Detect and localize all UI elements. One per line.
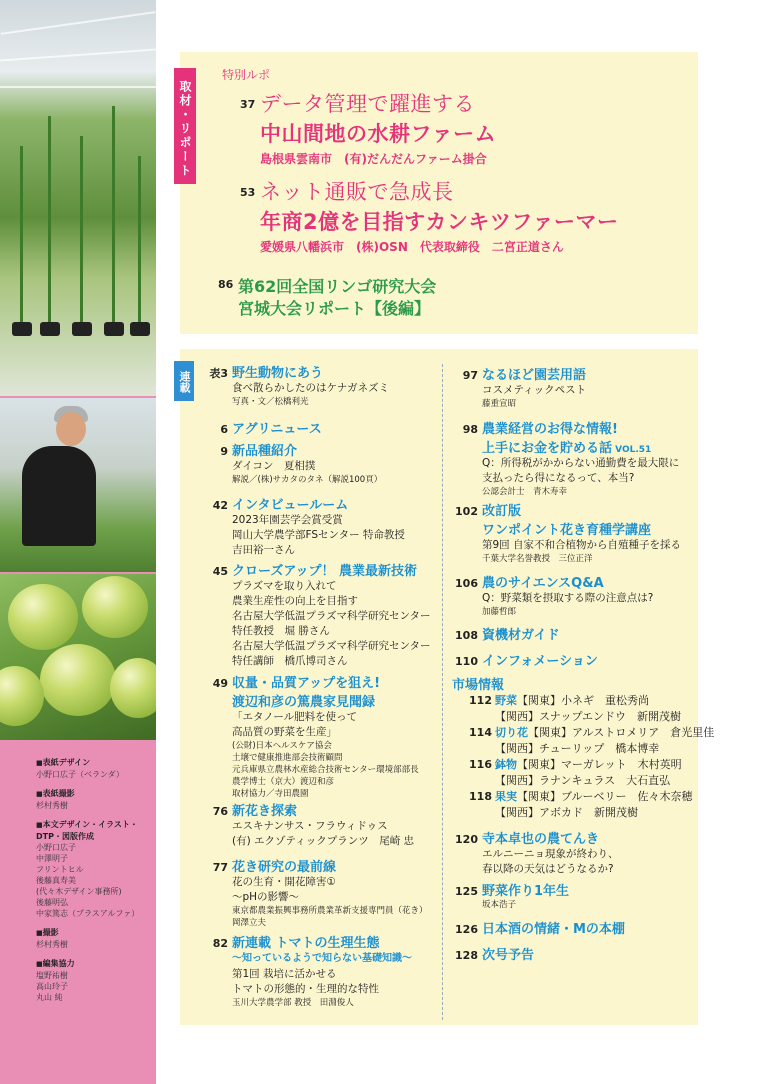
photo-tomatoes: [0, 574, 156, 740]
toc-description: 2023年園芸学会賞受賞: [232, 514, 343, 526]
toc-author: 千葉大学名誉教授 三位正洋: [482, 554, 593, 564]
toc-entry-head: [188, 362, 389, 381]
left-column: [0, 0, 156, 1084]
farmer-head: [56, 412, 86, 446]
feature-1-attribution: 島根県雲南市 (有)だんだんファーム掛合: [260, 152, 487, 166]
toc-title[interactable]: インフォメーション: [482, 654, 598, 669]
toc-title[interactable]: 日本酒の情緒・Mの本棚: [482, 922, 625, 937]
market-page: 112: [469, 694, 492, 707]
market-row[interactable]: [452, 725, 714, 741]
toc-page-number: 9: [220, 445, 228, 458]
toc-entry-head: [446, 572, 653, 591]
toc-subtitle-blue: ～知っているようで知らない基礎知識～: [232, 953, 412, 964]
toc-title[interactable]: 次号予告: [482, 948, 535, 963]
toc-entry-head: [446, 650, 598, 669]
toc-entry-right-3[interactable]: [446, 572, 653, 618]
credit-heading: ■ 表紙デザイン: [36, 757, 154, 769]
toc-title[interactable]: なるほど園芸用語: [482, 368, 587, 383]
toc-entry-head: [446, 500, 681, 519]
toc-entry-right-9[interactable]: [446, 944, 534, 963]
market-detail: 【関東】マーガレット 木村英明: [517, 758, 682, 771]
toc-author: (公財)日本ヘルスケア協会: [232, 741, 332, 751]
toc-entry-right-8[interactable]: [446, 918, 625, 937]
toc-title[interactable]: 花き研究の最前線: [232, 860, 337, 875]
toc-entry-left-1[interactable]: [188, 418, 322, 437]
toc-description: 春以降の天気はどうなるか?: [482, 863, 614, 875]
credit-group: [36, 819, 154, 919]
feature-1-title[interactable]: 中山間地の水耕ファーム: [260, 122, 497, 146]
toc-page-number: 120: [455, 833, 478, 846]
toc-title-2[interactable]: 渡辺和彦の篤農家見聞録: [232, 695, 376, 710]
toc-author: 公認会計士 青木寿幸: [482, 487, 568, 497]
toc-entry-head: [188, 494, 405, 513]
toc-description: プラズマを取り入れて: [232, 580, 337, 592]
toc-description: 支払ったら得になるって、本当?: [482, 472, 635, 484]
toc-entry-head: [446, 880, 569, 899]
toc-page-number: 49: [212, 677, 228, 690]
toc-author: 坂本浩子: [482, 900, 517, 910]
toc-author: 東京都農業振興事務所農業革新支援専門員（花き）: [232, 906, 428, 916]
toc-author: 玉川大学農学部 教授 田淵俊人: [232, 998, 354, 1008]
toc-description: 吉田裕一さん: [232, 544, 295, 556]
toc-author: 農学博士（京大）渡辺和彦: [232, 777, 335, 787]
toc-title[interactable]: 改訂版: [482, 504, 522, 519]
credit-name: 塩野祐樹: [36, 971, 68, 980]
feature-3-title-line1[interactable]: 第62回全国リンゴ研究大会: [238, 277, 437, 296]
toc-volume: VOL.51: [612, 445, 652, 455]
toc-page-number: 106: [455, 577, 478, 590]
toc-author: 元兵庫県立農林水産総合技術センター環境部部長: [232, 765, 419, 775]
toc-author: 解説／(株)サカタのタネ（解説100頁）: [232, 475, 383, 485]
toc-title[interactable]: 新花き探索: [232, 804, 298, 819]
toc-title[interactable]: 野生動物にあう: [232, 366, 324, 381]
toc-author: 取材協力／寺田農園: [232, 789, 309, 799]
market-category: 切り花: [495, 726, 528, 739]
credit-name: 中家篤志（プラスアルファ）: [36, 909, 140, 918]
credit-name: 中澤明子: [36, 854, 68, 863]
toc-title[interactable]: アグリニュース: [232, 422, 322, 437]
market-row[interactable]: [452, 709, 714, 725]
toc-description: エスキナンサス・フラウィドゥス: [232, 820, 388, 832]
toc-page-number: 42: [212, 499, 228, 512]
credit-name: 丸山 純: [36, 993, 63, 1002]
photo-hydroponic-greenhouse: [0, 0, 156, 396]
market-page: 116: [469, 758, 492, 771]
market-row[interactable]: [452, 757, 714, 773]
market-detail: 【関西】チューリップ 橋本博幸: [495, 742, 660, 755]
feature-2-page: 53: [240, 186, 256, 199]
toc-title[interactable]: 寺本卓也の農てんき: [482, 832, 600, 847]
market-title[interactable]: 市場情報: [452, 678, 505, 693]
credit-group: [36, 958, 154, 1003]
market-row[interactable]: [452, 693, 714, 709]
toc-author: 岡澤立夫: [232, 918, 267, 928]
toc-page-number: 45: [212, 565, 228, 578]
toc-title-2[interactable]: 上手にお金を貯める話: [482, 441, 613, 456]
toc-description: 高品質の野菜を生産」: [232, 726, 337, 738]
toc-description: ～pHの影響～: [232, 891, 300, 903]
toc-description: 名古屋大学低温プラズマ科学研究センター: [232, 610, 431, 622]
market-detail: 【関西】スナップエンドウ 新開茂樹: [495, 710, 682, 723]
toc-description: エルニーニョ現象が終わり、: [482, 848, 619, 860]
feature-2-subtitle[interactable]: ネット通販で急成長: [260, 180, 454, 204]
toc-page-number: 125: [455, 885, 478, 898]
credit-name: 後藤明弘: [36, 898, 68, 907]
credit-name: 高山玲子: [36, 982, 68, 991]
toc-page-number: 76: [212, 805, 228, 818]
feature-tag: 取材・リポート: [174, 68, 196, 184]
column-divider: [442, 364, 443, 1020]
feature-1-subtitle[interactable]: データ管理で躍進する: [260, 92, 475, 116]
toc-title-2[interactable]: ワンポイント花き育種学講座: [482, 523, 652, 538]
toc-description: コスメティックペスト: [482, 384, 587, 396]
toc-title-line2: [446, 437, 679, 456]
market-page: 118: [469, 790, 492, 803]
toc-page-number: 110: [455, 655, 478, 668]
toc-title[interactable]: 農業経営のお得な情報!: [482, 422, 618, 437]
toc-description: トマトの形態的・生理的な特性: [232, 983, 379, 995]
toc-description: 食べ散らかしたのはケナガネズミ: [232, 382, 390, 394]
toc-title[interactable]: 野菜作り1年生: [482, 884, 570, 899]
toc-entry-left-0[interactable]: [188, 362, 389, 408]
market-section: [452, 674, 714, 821]
market-detail: 【関東】ブルーベリー 佐々木奈穂: [517, 790, 693, 803]
credit-name: 後藤真寿美: [36, 876, 76, 885]
toc-entry-head: [446, 918, 625, 937]
toc-title[interactable]: 資機材ガイド: [482, 628, 560, 643]
market-row[interactable]: [452, 789, 714, 805]
toc-entry-head: [446, 364, 586, 383]
toc-description: 名古屋大学低温プラズマ科学研究センター: [232, 640, 431, 652]
credit-name: 小野口広子: [36, 843, 76, 852]
toc-page-number: 表3: [209, 367, 228, 380]
toc-entry-right-6[interactable]: [446, 828, 619, 877]
toc-title[interactable]: 農のサイエンスQ&A: [482, 576, 604, 591]
toc-description: 特任講師 橋爪博司さん: [232, 655, 348, 667]
toc-description: 第9回 自家不和合植物から自殖種子を採る: [482, 539, 682, 551]
toc-entry-left-6[interactable]: [188, 800, 414, 849]
toc-entry-left-3[interactable]: [188, 494, 405, 558]
credit-name: 小野口広子（ベランダ）: [36, 770, 124, 779]
market-detail: 【関東】アルストロメリア 倉光里佳: [528, 726, 715, 739]
toc-author: 藤重宣昭: [482, 399, 517, 409]
feature-3-title-line2[interactable]: 宮城大会リポート【後編】: [238, 299, 431, 318]
toc-description: 「エタノール肥料を使って: [232, 711, 358, 723]
toc-description: ダイコン 夏相撲: [232, 460, 316, 472]
toc-entry-left-8[interactable]: [188, 932, 412, 1009]
toc-entry-left-5[interactable]: [188, 672, 419, 800]
toc-description: 第1回 栽培に活かせる: [232, 968, 337, 980]
toc-entry-right-2[interactable]: [446, 500, 681, 565]
toc-entry-right-5[interactable]: [446, 650, 598, 669]
toc-entry-right-1[interactable]: [446, 418, 679, 498]
market-row[interactable]: [452, 741, 714, 757]
credit-heading: ■ 撮影: [36, 927, 154, 939]
toc-description: 農業生産性の向上を目指す: [232, 595, 358, 607]
toc-entry-head: [446, 828, 619, 847]
credit-name: (代々木デザイン事務所): [36, 887, 122, 896]
credit-name: フリントヒル: [36, 865, 84, 874]
market-row[interactable]: [452, 805, 714, 821]
toc-entry-head: [188, 932, 412, 951]
toc-title[interactable]: インタビュールーム: [232, 498, 349, 513]
market-detail: 【関西】ラナンキュラス 大石直弘: [495, 774, 671, 787]
toc-entry-head: [446, 624, 560, 643]
toc-entry-head: [188, 800, 414, 819]
toc-page-number: 97: [462, 369, 478, 382]
toc-entry-head: [188, 418, 322, 437]
market-row[interactable]: [452, 773, 714, 789]
toc-author: 写真・文／松橋利光: [232, 397, 309, 407]
toc-title[interactable]: 収量・品質アップを狙え!: [232, 676, 381, 691]
toc-page-number: 102: [455, 505, 478, 518]
toc-entry-right-7[interactable]: [446, 880, 569, 911]
toc-description: (有) エクゾティックプランツ 尾崎 忠: [232, 835, 415, 847]
toc-description: Q：野菜類を摂取する際の注意点は?: [482, 592, 654, 604]
farmer-body: [22, 446, 96, 546]
toc-page-number: 77: [212, 861, 228, 874]
toc-entry-head: [446, 418, 679, 437]
market-detail: 【関西】アボカド 新開茂樹: [495, 806, 638, 819]
market-category: 果実: [495, 790, 517, 803]
credits: [36, 757, 154, 1011]
toc-author: 加藤哲郎: [482, 607, 517, 617]
toc-entry-head: [188, 560, 431, 579]
toc-page-number: 128: [455, 949, 478, 962]
credit-heading: ■ 編集協力: [36, 958, 154, 970]
toc-page-number: 98: [462, 423, 478, 436]
credit-group: [36, 788, 154, 811]
toc-title[interactable]: クローズアップ！ 農業最新技術: [232, 564, 417, 579]
credit-heading: ■ 表紙撮影: [36, 788, 154, 800]
credit-group: [36, 927, 154, 950]
market-category: 鉢物: [495, 758, 517, 771]
toc-title-line2: [188, 691, 419, 710]
toc-description: 花の生育・開花障害①: [232, 876, 336, 888]
toc-entry-right-0[interactable]: [446, 364, 586, 410]
toc-title[interactable]: 新連載 トマトの生理生態: [232, 936, 380, 951]
toc-page-number: 108: [455, 629, 478, 642]
feature-label: 特別ルポ: [222, 68, 271, 82]
market-page: 114: [469, 726, 492, 739]
toc-entry-head: [446, 944, 534, 963]
toc-description: 岡山大学農学部FSセンター 特命教授: [232, 529, 405, 541]
toc-entry-head: [188, 672, 419, 691]
toc-description: Q：所得税がかからない通勤費を最大限に: [482, 457, 680, 469]
toc-entry-right-4[interactable]: [446, 624, 560, 643]
toc-entry-left-7[interactable]: [188, 856, 428, 929]
toc-page-number: 82: [212, 937, 228, 950]
feature-3-page: 86: [218, 278, 234, 291]
toc-title[interactable]: 新品種紹介: [232, 444, 298, 459]
toc-page-number: 126: [455, 923, 478, 936]
market-detail: 【関東】小ネギ 重松秀尚: [517, 694, 649, 707]
toc-page-number: 6: [220, 423, 228, 436]
market-category: 野菜: [495, 694, 517, 707]
toc-entry-head: [188, 440, 382, 459]
credit-name: 杉村秀樹: [36, 940, 68, 949]
toc-title-line2: [446, 519, 681, 538]
credit-name: 杉村秀樹: [36, 801, 68, 810]
feature-1-page: 37: [240, 98, 256, 111]
toc-author: 土壌で健康推進部会技術顧問: [232, 753, 343, 763]
credit-heading: ■ 本文デザイン・イラスト・DTP・図版作成: [36, 819, 154, 842]
feature-2-title[interactable]: 年商2億を目指すカンキツファーマー: [260, 210, 619, 234]
serial-tag: 連載: [174, 361, 194, 401]
toc-entry-left-2[interactable]: [188, 440, 382, 486]
feature-2-attribution: 愛媛県八幡浜市 (株)OSN 代表取締役 二宮正道さん: [260, 240, 564, 254]
toc-description: 特任教授 堀 勝さん: [232, 625, 330, 637]
credit-group: [36, 757, 154, 780]
toc-entry-left-4[interactable]: [188, 560, 431, 669]
toc-entry-head: [188, 856, 428, 875]
